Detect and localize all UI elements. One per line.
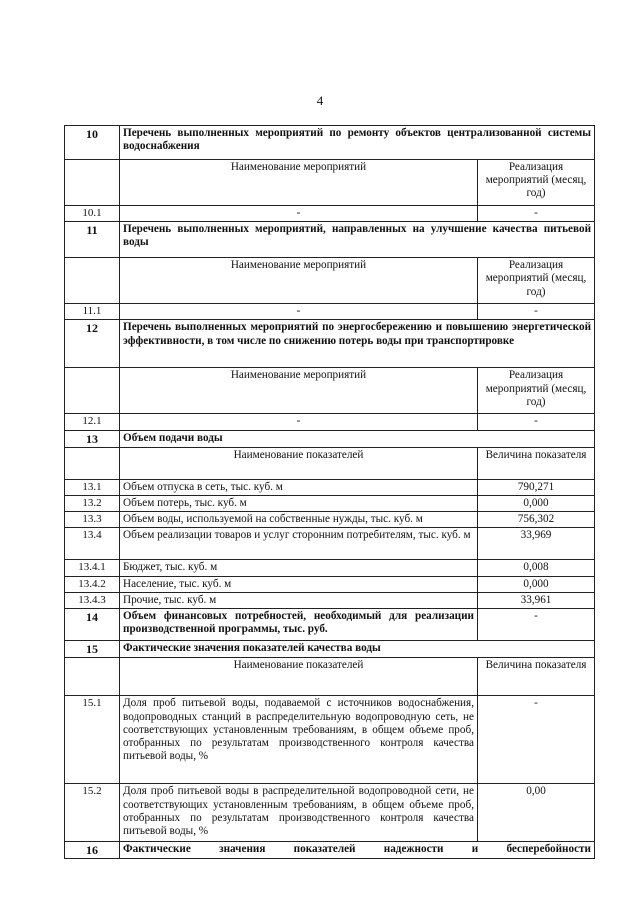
row-13-4-3-name: Прочие, тыс. куб. м xyxy=(120,592,478,608)
row-13-3-value: 756,302 xyxy=(478,512,595,528)
section-11-col-name: Наименование мероприятий xyxy=(120,258,478,304)
section-11-number: 11 xyxy=(65,222,120,258)
empty-cell xyxy=(65,658,120,696)
section-10-col-impl: Реализация мероприятий (месяц, год) xyxy=(478,160,595,206)
section-15-number: 15 xyxy=(65,641,120,658)
row-13-3-number: 13.3 xyxy=(65,512,120,528)
row-11-1-name: - xyxy=(120,304,478,320)
section-12-col-name: Наименование мероприятий xyxy=(120,368,478,414)
row-10-1-value: - xyxy=(478,206,595,222)
section-14-number: 14 xyxy=(65,609,120,641)
row-13-4-1-value: 0,008 xyxy=(478,560,595,576)
section-14-value: - xyxy=(478,609,595,641)
row-13-2-number: 13.2 xyxy=(65,496,120,512)
row-13-4-name: Объем реализации товаров и услуг сторонним потребителям, тыс. куб. м xyxy=(120,528,478,560)
row-12-1-name: - xyxy=(120,414,478,430)
row-13-4-1-number: 13.4.1 xyxy=(65,560,120,576)
row-15-1-number: 15.1 xyxy=(65,696,120,784)
row-15-2-number: 15.2 xyxy=(65,784,120,842)
row-13-4-value: 33,969 xyxy=(478,528,595,560)
section-14-title: Объем финансовых потребностей, необходимый для реализации производственной программы, тыс. руб. xyxy=(120,609,478,641)
row-15-1-value: - xyxy=(478,696,595,784)
empty-cell xyxy=(65,160,120,206)
section-12-number: 12 xyxy=(65,320,120,368)
section-13-col-name: Наименование показателей xyxy=(120,447,478,479)
row-13-1-name: Объем отпуска в сеть, тыс. куб. м xyxy=(120,479,478,495)
row-13-4-2-value: 0,000 xyxy=(478,576,595,592)
row-13-4-2-number: 13.4.2 xyxy=(65,576,120,592)
row-12-1-value: - xyxy=(478,414,595,430)
section-11-title: Перечень выполненных мероприятий, направленных на улучшение качества питьевой воды xyxy=(120,222,595,258)
row-10-1-name: - xyxy=(120,206,478,222)
row-11-1-value: - xyxy=(478,304,595,320)
section-10-title: Перечень выполненных мероприятий по ремонту объектов централизованной системы водоснабжения xyxy=(120,126,595,160)
section-12-title: Перечень выполненных мероприятий по энергосбережению и повышению энергетической эффективности, в том числе по снижению потерь воды при транспортировке xyxy=(120,320,595,368)
row-12-1-number: 12.1 xyxy=(65,414,120,430)
section-15-col-value: Величина показателя xyxy=(478,658,595,696)
section-13-title: Объем подачи воды xyxy=(120,430,595,447)
section-15-title: Фактические значения показателей качества воды xyxy=(120,641,595,658)
empty-cell xyxy=(65,368,120,414)
page-number: 4 xyxy=(316,93,324,108)
row-15-2-value: 0,00 xyxy=(478,784,595,842)
row-13-4-number: 13.4 xyxy=(65,528,120,560)
row-15-1-name: Доля проб питьевой воды, подаваемой с источников водоснабжения, водопроводных станций в распределительную водопроводную сеть, не соответствующих установленным требованиям, в общем объеме проб, отобранных по результатам производственного контроля качества питьевой воды, % xyxy=(120,696,478,784)
section-11-col-impl: Реализация мероприятий (месяц, год) xyxy=(478,258,595,304)
row-13-2-name: Объем потерь, тыс. куб. м xyxy=(120,496,478,512)
row-13-3-name: Объем воды, используемой на собственные нужды, тыс. куб. м xyxy=(120,512,478,528)
section-12-col-impl: Реализация мероприятий (месяц, год) xyxy=(478,368,595,414)
section-16-number: 16 xyxy=(65,842,120,859)
section-16-title: Фактические значения показателей надежности и бесперебойности xyxy=(120,842,595,859)
empty-cell xyxy=(65,447,120,479)
row-15-2-name: Доля проб питьевой воды в распределительной водопроводной сети, не соответствующих установленным требованиям, в общем объеме проб, отобранных по результатам производственного контроля качества питьевой воды, % xyxy=(120,784,478,842)
row-10-1-number: 10.1 xyxy=(65,206,120,222)
row-13-1-value: 790,271 xyxy=(478,479,595,495)
row-11-1-number: 11.1 xyxy=(65,304,120,320)
empty-cell xyxy=(65,258,120,304)
row-13-4-1-name: Бюджет, тыс. куб. м xyxy=(120,560,478,576)
row-13-4-2-name: Население, тыс. куб. м xyxy=(120,576,478,592)
row-13-4-3-value: 33,961 xyxy=(478,592,595,608)
report-table xyxy=(64,125,595,859)
section-13-number: 13 xyxy=(65,430,120,447)
section-10-col-name: Наименование мероприятий xyxy=(120,160,478,206)
section-15-col-name: Наименование показателей xyxy=(120,658,478,696)
row-13-4-3-number: 13.4.3 xyxy=(65,592,120,608)
row-13-1-number: 13.1 xyxy=(65,479,120,495)
section-10-number: 10 xyxy=(65,126,120,160)
row-13-2-value: 0,000 xyxy=(478,496,595,512)
section-13-col-value: Величина показателя xyxy=(478,447,595,479)
